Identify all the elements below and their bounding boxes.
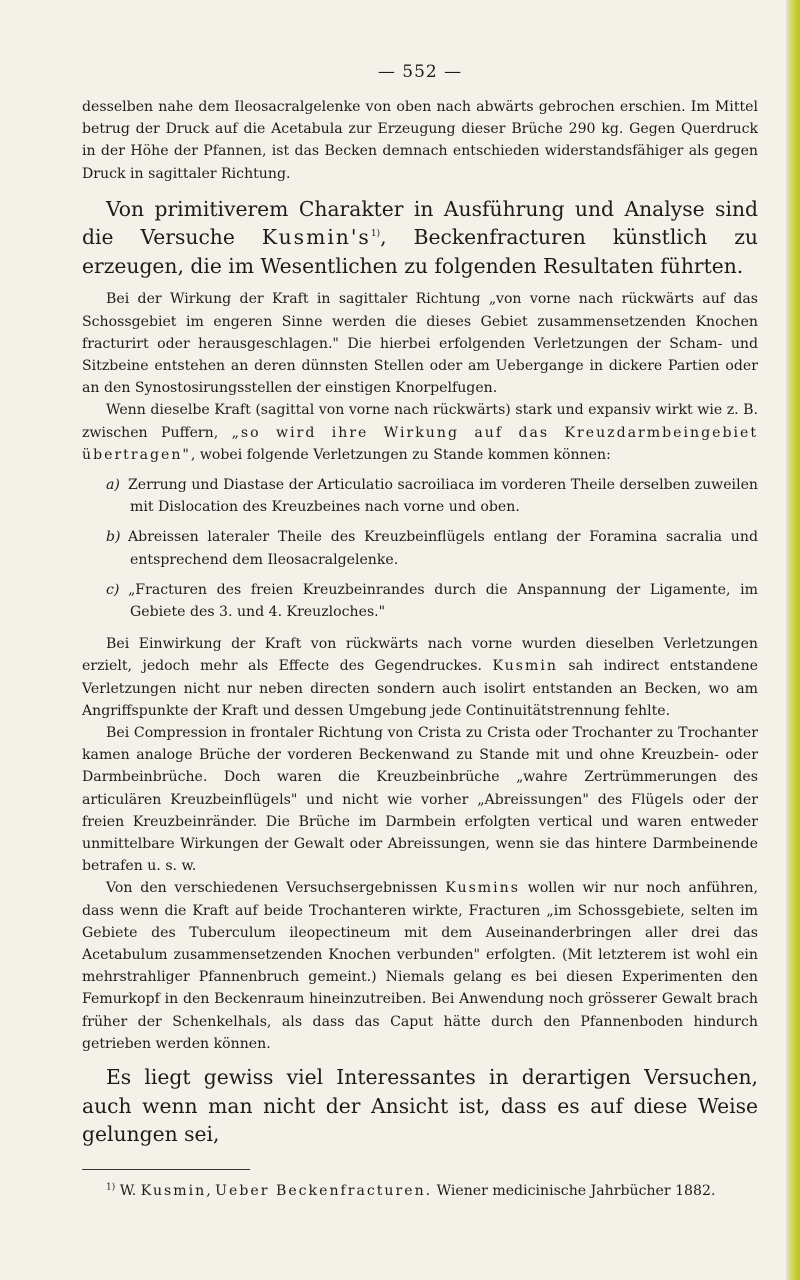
- author-name-kusmin: Kusmin's: [261, 225, 371, 250]
- list-item: [106, 526, 758, 570]
- paragraph-3-text-b: , wobei folgende Verletzungen zu Stande kommen können:: [190, 446, 611, 463]
- author-name-kusmin: Kusmin: [492, 658, 558, 675]
- paragraph-3: [82, 399, 758, 466]
- list-item-text: „Fracturen des freien Kreuzbeinrandes durch die Anspannung der Ligamente, im Gebiete des 3. und 4. Kreuzloches.": [128, 581, 758, 620]
- book-page: [82, 62, 758, 1202]
- footnote-text-a: W.: [115, 1182, 141, 1199]
- paragraph-4-text-a: Bei Einwirkung der Kraft von rückwärts nach vorne wurden dieselben Verletzungen erzielt, jedoch mehr als Effecte des Gegendruckes.: [82, 636, 758, 675]
- footnote-ref: 1): [370, 229, 381, 240]
- list-item: [106, 474, 758, 518]
- author-name-kusmins: Kusmins: [445, 880, 520, 897]
- footnote-text-c: Wiener medicinische Jahrbücher 1882.: [432, 1182, 716, 1199]
- paragraph-2: Bei der Wirkung der Kraft in sagittaler Richtung „von vorne nach rückwärts auf das Schossgebiet im engeren Sinne werden die dieses Gebiet zusammensetzenden Knochen fracturirt oder herausgeschlagen." Die hierbei erfolgenden Verletzungen der Scham- und Sitzbeine entstehen an deren dünnsten Stellen oder am Uebergange in dickere Partien oder an den Synostosirungsstellen der einstigen Knorpelfugen.: [82, 291, 758, 397]
- footnote-author: Kusmin: [140, 1182, 207, 1199]
- paragraph-3-spaced-quote: „so wird ihre Wirkung auf das Kreuzdarmbeingebiet übertragen": [82, 424, 758, 463]
- footnote: [82, 1180, 758, 1202]
- paragraph-5: Bei Compression in frontaler Richtung von Crista zu Crista oder Trochanter zu Trochanter kamen analoge Brüche der vorderen Beckenwand zu Stande mit und ohne Kreuzbein- oder Darmbeinbrüche. Doch waren die Kreuzbeinbrüche „wahre Zertrümmerungen des articulären Kreuzbeinflügels" und nicht wie vorher „Abreissungen" des Flügels oder der freien Kreuzbeinränder. Die Brüche im Darmbein erfolgten vertical und waren entweder unmittelbare Wirkungen der Gewalt oder Abreissungen, wenn sie das hintere Darmbeinende betrafen u. s. w.: [82, 724, 758, 875]
- list-item-text: Abreissen lateraler Theile des Kreuzbeinflügels entlang der Foramina sacralia und entsprechend dem Ileosacralgelenke.: [128, 529, 758, 568]
- footnote-text-b: ,: [206, 1182, 216, 1199]
- large-paragraph-1-text-a: Von primitiverem Charakter in Ausführung und Analyse sind die Versuche: [82, 196, 758, 250]
- paragraph-6-text-b: wollen wir nur noch anführen, dass wenn die Kraft auf beide Trochanteren wirkte, Fracturen „im Schossgebiete, selten im Gebiete des Tuberculum ileopectineum mit dem Auseinanderbringen aller drei das Acetabulum zusammensetzenden Knochen verbunden" erfolgten. (Mit letzterem ist wohl ein mehrstrahliger Pfannenbruch gemeint.) Niemals gelang es bei diesen Experimenten den Femurkopf in den Beckenraum hineinzutreiben. Bei Anwendung noch grösserer Gewalt brach früher der Schenkelhals, als dass das Caput hätte durch den Pfannenboden hindurch getrieben werden können.: [82, 880, 758, 1052]
- footnote-divider: [82, 1169, 250, 1170]
- page-number: — 552 —: [377, 62, 463, 82]
- paragraph-6-text-a: Von den verschiedenen Versuchsergebnissen: [106, 880, 446, 897]
- footnote-title: Ueber Beckenfracturen.: [215, 1182, 433, 1199]
- list-marker: b): [106, 529, 121, 546]
- list-marker: c): [106, 581, 120, 598]
- paragraph-4: [82, 633, 758, 722]
- footnote-marker: 1): [106, 1181, 116, 1192]
- large-paragraph-1: [82, 195, 758, 281]
- large-paragraph-1-text-b: , Beckenfracturen künstlich zu erzeugen, die im Wesentlichen zu folgenden Resultaten führten.: [82, 225, 758, 278]
- list-marker: a): [106, 476, 120, 493]
- list-item-text: Zerrung und Diastase der Articulatio sacroiliaca im vorderen Theile derselben zuweilen mit Dislocation des Kreuzbeines nach vorne und oben.: [128, 476, 758, 516]
- page-edge: [786, 0, 800, 1280]
- paragraph-4-text-b: sah indirect entstandene Verletzungen nicht nur neben directen sondern auch isolirt entstanden an Becken, wo am Angriffspunkte der Kraft und dessen Umgebung jede Continuitätstrennung fehlte.: [82, 658, 758, 719]
- paragraph-6: [82, 877, 758, 1055]
- list-item: [106, 579, 758, 623]
- paragraph-3-text-a: Wenn dieselbe Kraft (sagittal von vorne nach rückwärts) stark und expansiv wirkt wie z. B. zwischen Puffern,: [82, 402, 758, 441]
- large-paragraph-2: Es liegt gewiss viel Interessantes in derartigen Versuchen, auch wenn man nicht der Ansicht ist, dass es auf diese Weise gelungen sei,: [82, 1065, 758, 1147]
- paragraph-1: desselben nahe dem Ileosacralgelenke von oben nach abwärts gebrochen erschien. Im Mittel betrug der Druck auf die Acetabula zur Erzeugung dieser Brüche 290 kg. Gegen Querdruck in der Höhe der Pfannen, ist das Becken demnach entschieden widerstandsfähiger als gegen Druck in sagittaler Richtung.: [82, 99, 758, 182]
